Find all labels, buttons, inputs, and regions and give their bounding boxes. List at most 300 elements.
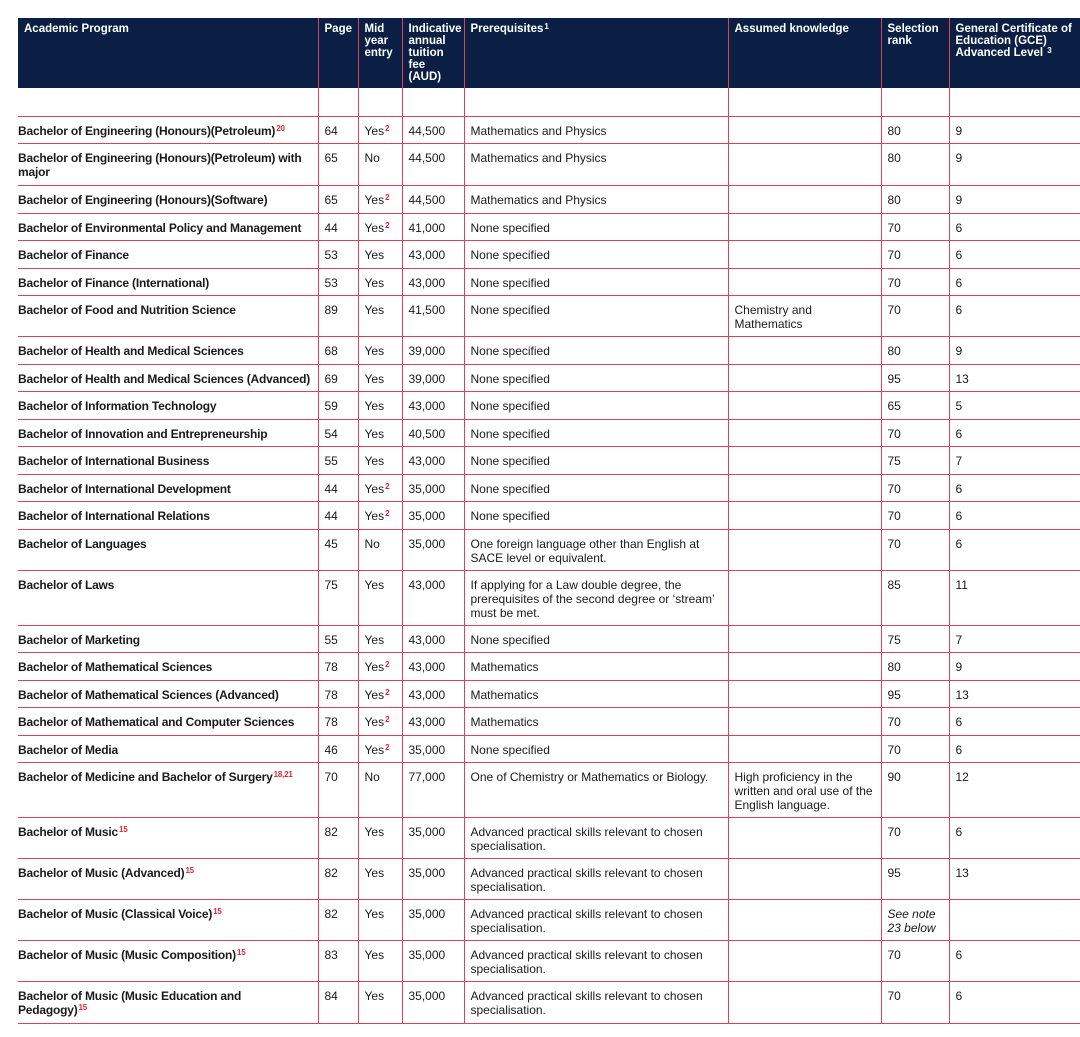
selection-rank-cell — [881, 530, 949, 571]
page-cell-text: 44 — [324, 221, 338, 235]
program-cell-text: Bachelor of Languages — [18, 537, 147, 551]
assumed-knowledge-cell — [728, 241, 881, 269]
prerequisites-cell-text: Mathematics — [470, 660, 539, 674]
prerequisites-cell-text: None specified — [470, 303, 550, 317]
prerequisites-cell-text: If applying for a Law double degree, the prerequisites of the second degree or ‘stream’ must be met. — [470, 578, 715, 620]
mid-year-cell — [358, 736, 402, 763]
gce-cell — [949, 420, 1080, 447]
prerequisites-cell — [464, 653, 728, 681]
gce-cell — [949, 571, 1080, 626]
fee-cell-text: 41,000 — [408, 221, 446, 235]
page-cell-text: 44 — [324, 509, 338, 523]
selection-rank-cell — [881, 982, 949, 1024]
page-cell — [318, 626, 358, 653]
selection-rank-cell-text: 75 — [887, 633, 901, 647]
selection-rank-cell-text: See note 23 below — [887, 907, 936, 935]
program-cell — [18, 653, 318, 681]
program-cell-text: Bachelor of Finance — [18, 248, 129, 262]
page-cell — [318, 818, 358, 859]
gce-cell-text: 5 — [955, 399, 963, 413]
assumed-knowledge-cell — [728, 186, 881, 214]
page-cell — [318, 571, 358, 626]
program-cell-text: Bachelor of Medicine and Bachelor of Surgery — [18, 770, 273, 784]
gce-cell — [949, 653, 1080, 681]
mid-year-cell — [358, 447, 402, 475]
prerequisites-cell — [464, 736, 728, 763]
footnote-marker: 15 — [78, 1003, 88, 1012]
gce-cell — [949, 269, 1080, 296]
gce-cell-text: 12 — [955, 770, 969, 784]
fee-cell-text: 43,000 — [408, 454, 446, 468]
selection-rank-cell-text: 75 — [887, 454, 901, 468]
page-cell — [318, 653, 358, 681]
prerequisites-cell — [464, 859, 728, 900]
gce-cell — [949, 475, 1080, 502]
prerequisites-cell — [464, 626, 728, 653]
mid-year-cell-text: Yes — [364, 948, 385, 962]
program-cell — [18, 530, 318, 571]
mid-year-cell-text: Yes — [364, 193, 385, 207]
table-row — [18, 502, 1080, 530]
gce-cell-text: 9 — [955, 124, 963, 138]
selection-rank-cell — [881, 392, 949, 420]
page-cell-text: 54 — [324, 427, 338, 441]
gce-cell — [949, 144, 1080, 186]
fee-cell — [402, 530, 464, 571]
header-mid-year: Mid year entry — [358, 18, 402, 88]
program-cell-text: Bachelor of Mathematical Sciences (Advanced) — [18, 688, 279, 702]
fee-cell — [402, 447, 464, 475]
footnote-marker: 15 — [213, 907, 222, 916]
gce-cell-text: 6 — [955, 825, 963, 839]
page-cell-text: 45 — [324, 537, 338, 551]
prerequisites-cell-text: None specified — [470, 276, 550, 290]
page-cell — [318, 296, 358, 337]
page-cell-text: 82 — [324, 825, 338, 839]
selection-rank-cell-text: 70 — [887, 427, 901, 441]
prerequisites-cell — [464, 818, 728, 859]
gce-cell — [949, 763, 1080, 818]
prerequisites-cell-text: Mathematics — [470, 715, 539, 729]
program-cell-text: Bachelor of Information Technology — [18, 399, 217, 413]
mid-year-cell-text: Yes — [364, 866, 385, 880]
mid-year-cell — [358, 186, 402, 214]
table-row — [18, 337, 1080, 365]
table-row — [18, 982, 1080, 1024]
footnote-marker: 2 — [385, 221, 390, 230]
footnote-marker: 18,21 — [273, 770, 293, 779]
footnote-marker: 15 — [118, 825, 128, 834]
selection-rank-cell — [881, 447, 949, 475]
prerequisites-cell-text: Advanced practical skills relevant to chosen specialisation. — [470, 825, 703, 853]
mid-year-cell — [358, 859, 402, 900]
footnote-marker: 15 — [236, 948, 246, 957]
mid-year-cell-text: Yes — [364, 688, 385, 702]
table-row — [18, 117, 1080, 144]
selection-rank-cell-text: 95 — [887, 688, 901, 702]
gce-cell — [949, 982, 1080, 1024]
fee-cell-text: 44,500 — [408, 193, 446, 207]
gce-cell-text: 6 — [955, 537, 963, 551]
mid-year-cell — [358, 337, 402, 365]
gce-cell — [949, 447, 1080, 475]
fee-cell-text: 35,000 — [408, 948, 446, 962]
footnote-marker: 2 — [385, 482, 390, 491]
fee-cell — [402, 214, 464, 241]
table-row — [18, 420, 1080, 447]
page-cell-text: 53 — [324, 276, 338, 290]
prerequisites-cell-text: Advanced practical skills relevant to chosen specialisation. — [470, 989, 703, 1017]
gce-cell-text: 6 — [955, 715, 963, 729]
program-cell-text: Bachelor of Media — [18, 743, 118, 757]
selection-rank-cell — [881, 859, 949, 900]
selection-rank-cell-text: 70 — [887, 248, 901, 262]
gce-cell-text: 11 — [955, 578, 968, 592]
mid-year-cell-text: Yes — [364, 427, 385, 441]
gce-cell-text: 9 — [955, 344, 963, 358]
gce-cell — [949, 681, 1080, 708]
mid-year-cell — [358, 708, 402, 736]
assumed-knowledge-cell — [728, 900, 881, 941]
gce-cell-text: 9 — [955, 151, 963, 165]
prerequisites-cell — [464, 982, 728, 1024]
fee-cell — [402, 269, 464, 296]
prerequisites-cell — [464, 900, 728, 941]
prerequisites-cell-text: Advanced practical skills relevant to chosen specialisation. — [470, 948, 703, 976]
header-fee: Indicative annual tuition fee (AUD) — [402, 18, 464, 88]
program-cell-text: Bachelor of Music (Music Composition) — [18, 948, 236, 962]
program-cell-text: Bachelor of Music (Classical Voice) — [18, 907, 213, 921]
program-cell-text: Bachelor of Music — [18, 825, 118, 839]
selection-rank-cell — [881, 736, 949, 763]
page-cell — [318, 475, 358, 502]
prerequisites-cell — [464, 530, 728, 571]
assumed-knowledge-cell-text: Chemistry and Mathematics — [734, 303, 812, 331]
selection-rank-cell-text: 95 — [887, 866, 901, 880]
program-cell-text: Bachelor of Marketing — [18, 633, 140, 647]
mid-year-cell — [358, 392, 402, 420]
selection-rank-cell-text: 80 — [887, 660, 901, 674]
program-cell — [18, 900, 318, 941]
table-row — [18, 900, 1080, 941]
program-cell — [18, 626, 318, 653]
selection-rank-cell-text: 70 — [887, 482, 901, 496]
gce-cell — [949, 859, 1080, 900]
program-cell-text: Bachelor of Music (Music Education and Pedagogy) — [18, 989, 242, 1017]
prerequisites-cell-text: None specified — [470, 372, 550, 386]
prerequisites-cell — [464, 681, 728, 708]
fee-cell-text: 35,000 — [408, 989, 446, 1003]
table-row — [18, 269, 1080, 296]
fee-cell — [402, 859, 464, 900]
fee-cell — [402, 653, 464, 681]
fee-cell-text: 40,500 — [408, 427, 446, 441]
mid-year-cell — [358, 117, 402, 144]
fee-cell — [402, 571, 464, 626]
footnote-marker: 2 — [385, 688, 390, 697]
selection-rank-cell-text: 90 — [887, 770, 901, 784]
assumed-knowledge-cell — [728, 941, 881, 982]
assumed-knowledge-cell — [728, 420, 881, 447]
program-cell-text: Bachelor of Engineering (Honours)(Petroleum) with major — [18, 151, 302, 179]
program-cell — [18, 214, 318, 241]
fee-cell — [402, 708, 464, 736]
fee-cell — [402, 502, 464, 530]
gce-cell — [949, 818, 1080, 859]
prerequisites-cell — [464, 502, 728, 530]
mid-year-cell — [358, 626, 402, 653]
page-cell-text: 78 — [324, 688, 338, 702]
program-cell — [18, 117, 318, 144]
mid-year-cell-text: Yes — [364, 124, 385, 138]
program-cell-text: Bachelor of Health and Medical Sciences (Advanced) — [18, 372, 311, 386]
program-cell — [18, 241, 318, 269]
fee-cell-text: 35,000 — [408, 866, 446, 880]
fee-cell-text: 43,000 — [408, 633, 446, 647]
page-cell-text: 65 — [324, 151, 338, 165]
program-cell — [18, 763, 318, 818]
prerequisites-cell — [464, 269, 728, 296]
prerequisites-cell-text: Mathematics and Physics — [470, 124, 607, 138]
program-cell — [18, 982, 318, 1024]
assumed-knowledge-cell — [728, 530, 881, 571]
selection-rank-cell — [881, 502, 949, 530]
mid-year-cell-text: Yes — [364, 715, 385, 729]
selection-rank-cell-text: 80 — [887, 151, 901, 165]
gce-cell — [949, 530, 1080, 571]
selection-rank-cell-text: 80 — [887, 344, 901, 358]
fee-cell — [402, 337, 464, 365]
mid-year-cell-text: Yes — [364, 454, 385, 468]
page-cell-text: 78 — [324, 660, 338, 674]
assumed-knowledge-cell — [728, 653, 881, 681]
page-cell-text: 59 — [324, 399, 338, 413]
prerequisites-cell-text: Advanced practical skills relevant to chosen specialisation. — [470, 907, 703, 935]
prerequisites-cell — [464, 337, 728, 365]
page-cell — [318, 392, 358, 420]
selection-rank-cell-text: 70 — [887, 948, 901, 962]
gce-cell-text: 6 — [955, 482, 963, 496]
table-row — [18, 241, 1080, 269]
prerequisites-cell-text: None specified — [470, 509, 550, 523]
assumed-knowledge-cell — [728, 681, 881, 708]
program-cell-text: Bachelor of International Business — [18, 454, 210, 468]
fee-cell-text: 35,000 — [408, 825, 446, 839]
mid-year-cell — [358, 982, 402, 1024]
gce-cell — [949, 296, 1080, 337]
page-cell — [318, 736, 358, 763]
selection-rank-cell-text: 70 — [887, 303, 901, 317]
prerequisites-cell-text: None specified — [470, 633, 550, 647]
header-prerequisites: Prerequisites$^1$ — [464, 18, 728, 88]
gce-cell — [949, 708, 1080, 736]
assumed-knowledge-cell — [728, 365, 881, 392]
selection-rank-cell — [881, 475, 949, 502]
gce-cell — [949, 900, 1080, 941]
mid-year-cell-text: Yes — [364, 633, 385, 647]
footnote-marker: 20 — [276, 124, 285, 133]
page-cell-text: 46 — [324, 743, 338, 757]
assumed-knowledge-cell — [728, 818, 881, 859]
gce-cell-text: 6 — [955, 989, 963, 1003]
selection-rank-cell — [881, 241, 949, 269]
program-cell-text: Bachelor of Health and Medical Sciences — [18, 344, 244, 358]
page-cell-text: 75 — [324, 578, 338, 592]
assumed-knowledge-cell — [728, 502, 881, 530]
selection-rank-cell — [881, 763, 949, 818]
page-cell — [318, 214, 358, 241]
selection-rank-cell — [881, 365, 949, 392]
mid-year-cell-text: Yes — [364, 989, 385, 1003]
header-gce: General Certificate of Education (GCE) Advanced Level $^3$ — [949, 18, 1080, 88]
mid-year-cell-text: Yes — [364, 825, 385, 839]
selection-rank-cell-text: 70 — [887, 276, 901, 290]
fee-cell — [402, 475, 464, 502]
prerequisites-cell — [464, 296, 728, 337]
gce-cell — [949, 186, 1080, 214]
selection-rank-cell-text: 70 — [887, 715, 901, 729]
mid-year-cell-text: No — [364, 770, 380, 784]
page-cell-text: 82 — [324, 907, 338, 921]
fee-cell-text: 44,500 — [408, 151, 446, 165]
mid-year-cell — [358, 365, 402, 392]
page-cell-text: 53 — [324, 248, 338, 262]
prerequisites-cell-text: None specified — [470, 221, 550, 235]
mid-year-cell-text: Yes — [364, 660, 385, 674]
page-cell — [318, 763, 358, 818]
program-cell-text: Bachelor of International Development — [18, 482, 231, 496]
footnote-marker: 2 — [385, 660, 390, 669]
prerequisites-cell-text: Mathematics and Physics — [470, 193, 607, 207]
header-selection-rank: Selection rank — [881, 18, 949, 88]
mid-year-cell-text: Yes — [364, 509, 385, 523]
program-cell — [18, 447, 318, 475]
gce-cell — [949, 241, 1080, 269]
selection-rank-cell-text: 80 — [887, 124, 901, 138]
table-row — [18, 447, 1080, 475]
fee-cell-text: 41,500 — [408, 303, 446, 317]
fee-cell-text: 77,000 — [408, 770, 446, 784]
fee-cell-text: 35,000 — [408, 537, 446, 551]
prerequisites-cell — [464, 144, 728, 186]
selection-rank-cell — [881, 269, 949, 296]
program-cell — [18, 681, 318, 708]
mid-year-cell — [358, 763, 402, 818]
table-row — [18, 530, 1080, 571]
table-row — [18, 626, 1080, 653]
program-cell — [18, 296, 318, 337]
program-cell-text: Bachelor of Finance (International) — [18, 276, 210, 290]
program-cell-text: Bachelor of Mathematical Sciences — [18, 660, 213, 674]
fee-cell — [402, 117, 464, 144]
selection-rank-cell-text: 70 — [887, 743, 901, 757]
footnote-marker: 2 — [385, 743, 390, 752]
gce-cell-text: 6 — [955, 303, 963, 317]
table-body — [18, 88, 1080, 1024]
prerequisites-cell-text: None specified — [470, 454, 550, 468]
gce-cell — [949, 626, 1080, 653]
selection-rank-cell-text: 70 — [887, 989, 901, 1003]
page-cell-text: 55 — [324, 633, 338, 647]
gce-cell-text: 6 — [955, 276, 963, 290]
gce-cell-text: 6 — [955, 743, 963, 757]
program-cell — [18, 818, 318, 859]
page-cell — [318, 502, 358, 530]
page-cell — [318, 241, 358, 269]
assumed-knowledge-cell — [728, 763, 881, 818]
table-row — [18, 708, 1080, 736]
table-row — [18, 681, 1080, 708]
assumed-knowledge-cell — [728, 571, 881, 626]
mid-year-cell — [358, 530, 402, 571]
program-cell — [18, 859, 318, 900]
prerequisites-cell — [464, 941, 728, 982]
selection-rank-cell — [881, 186, 949, 214]
page-cell — [318, 337, 358, 365]
page-cell — [318, 708, 358, 736]
program-cell — [18, 571, 318, 626]
selection-rank-cell-text: 70 — [887, 537, 901, 551]
gce-cell-text: 13 — [955, 688, 969, 702]
prerequisites-cell — [464, 475, 728, 502]
fee-cell — [402, 818, 464, 859]
mid-year-cell — [358, 653, 402, 681]
selection-rank-cell — [881, 900, 949, 941]
selection-rank-cell — [881, 337, 949, 365]
fee-cell-text: 43,000 — [408, 276, 446, 290]
page-cell-text: 64 — [324, 124, 338, 138]
program-cell-text: Bachelor of Music (Advanced) — [18, 866, 185, 880]
page-cell — [318, 941, 358, 982]
table-row — [18, 818, 1080, 859]
prerequisites-cell-text: None specified — [470, 399, 550, 413]
assumed-knowledge-cell — [728, 269, 881, 296]
mid-year-cell — [358, 818, 402, 859]
prerequisites-cell — [464, 214, 728, 241]
page-cell-text: 84 — [324, 989, 338, 1003]
assumed-knowledge-cell — [728, 626, 881, 653]
mid-year-cell-text: Yes — [364, 344, 385, 358]
fee-cell — [402, 626, 464, 653]
page-cell — [318, 859, 358, 900]
prerequisites-cell — [464, 708, 728, 736]
gce-cell — [949, 117, 1080, 144]
mid-year-cell — [358, 144, 402, 186]
fee-cell — [402, 900, 464, 941]
prerequisites-cell — [464, 241, 728, 269]
fee-cell — [402, 763, 464, 818]
gce-cell-text: 6 — [955, 509, 963, 523]
footnote-marker: 2 — [385, 509, 390, 518]
prerequisites-cell-text: None specified — [470, 344, 550, 358]
selection-rank-cell — [881, 626, 949, 653]
table-row — [18, 859, 1080, 900]
program-cell — [18, 736, 318, 763]
page-cell — [318, 144, 358, 186]
prerequisites-cell-text: None specified — [470, 482, 550, 496]
program-cell-text: Bachelor of Engineering (Honours)(Software) — [18, 193, 268, 207]
gce-cell-text: 7 — [955, 454, 963, 468]
program-cell-text: Bachelor of Innovation and Entrepreneurship — [18, 427, 268, 441]
table-row — [18, 571, 1080, 626]
gce-cell-text: 13 — [955, 372, 969, 386]
footnote-marker: 3 — [1047, 46, 1052, 55]
gce-cell-text: 13 — [955, 866, 969, 880]
program-cell — [18, 392, 318, 420]
footnote-marker: 2 — [385, 193, 390, 202]
prerequisites-cell — [464, 117, 728, 144]
fee-cell-text: 43,000 — [408, 578, 446, 592]
